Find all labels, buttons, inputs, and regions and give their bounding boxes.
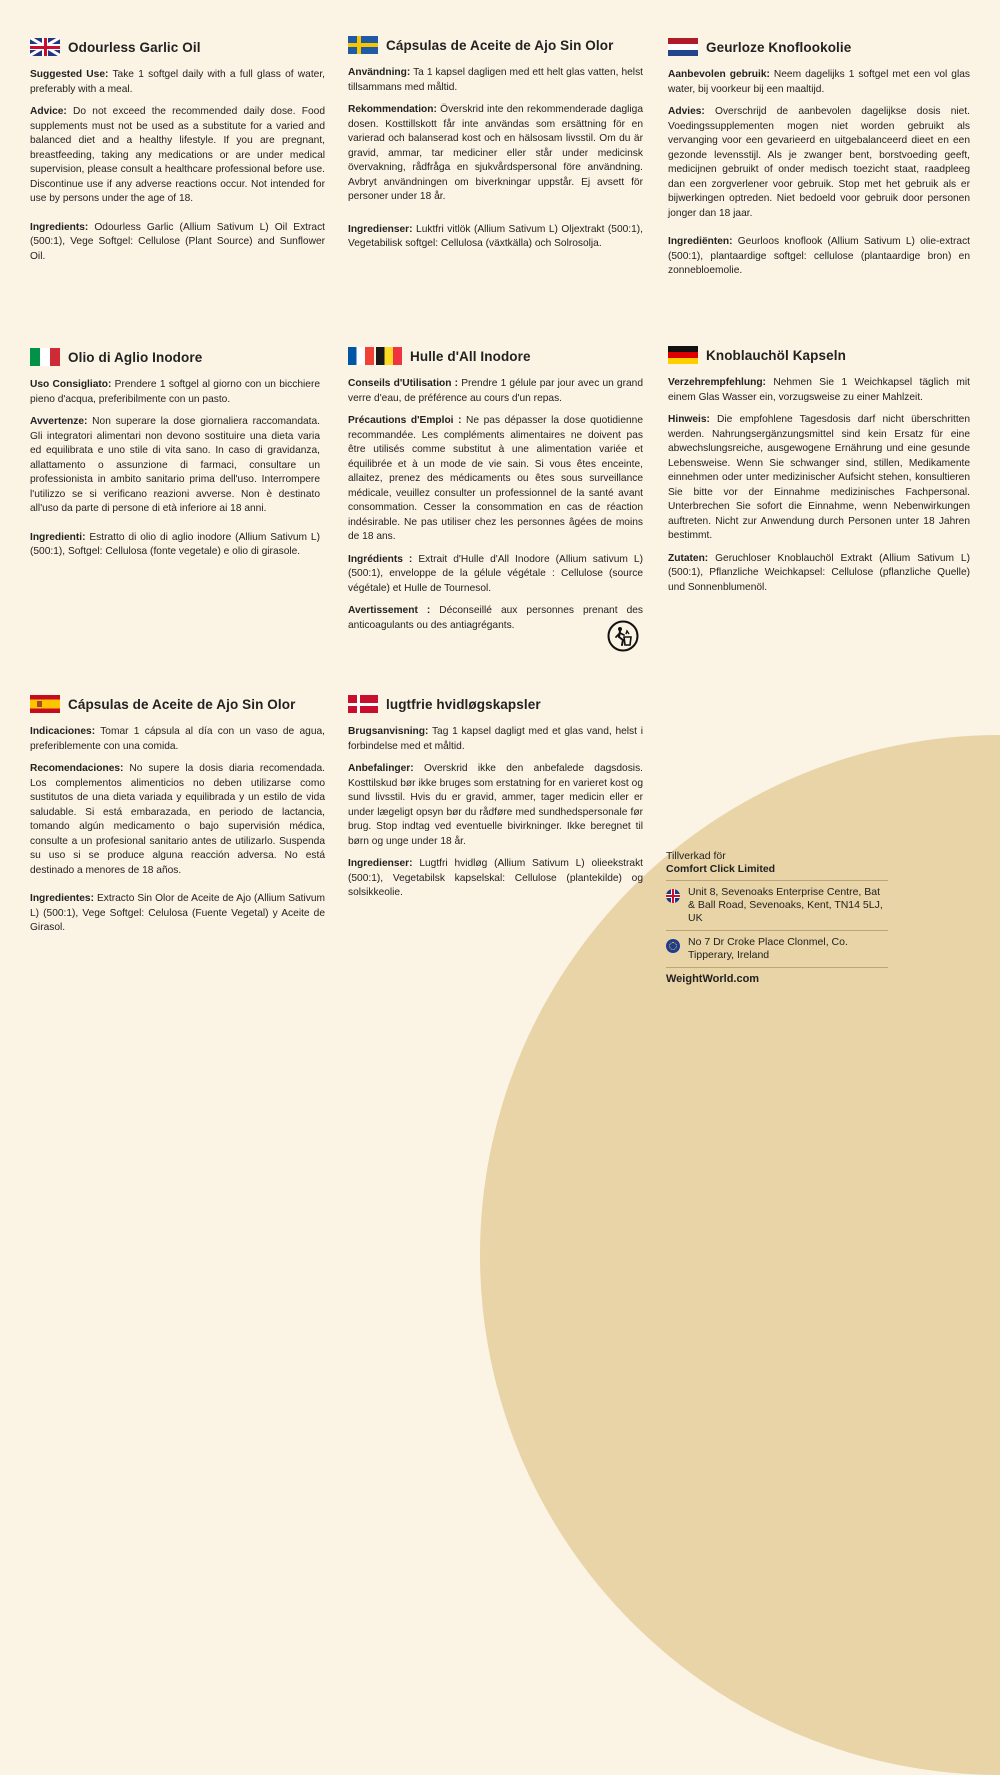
- ingredients: Zutaten: Geruchloser Knoblauchöl Extrakt (Allium Sativum L) (500:1), Pflanzliche Weichkapsel: Cellulose (pflanzliche Quelle) und Sonnenblumenöl.: [668, 552, 970, 593]
- italy-flag-icon: [30, 348, 60, 366]
- advice: Anbefalinger: Overskrid ikke den anbefalede dagsdosis. Kosttilskud bør ikke bruges som erstatning for en varieret kost og sund livsstil. Hvis du er gravid, ammer, tager medicin eller er under lægeligt opsyn bør du rådføre med sundhedspersonale før brug. Stop indtag ved eventuelle bivirkninger. Ikke beregnet til børn og unge under 18 år.: [348, 763, 643, 847]
- panel-title: Knoblauchöl Kapseln: [706, 347, 846, 363]
- spain-flag-icon: [30, 695, 60, 713]
- advice: Hinweis: Die empfohlene Tagesdosis darf nicht überschritten werden. Nahrungsergänzungsmittel sind kein Ersatz für eine abwechslungsreiche, ausgewogene Ernährung und eine gesunde Lebensweise. Wenn Sie schwanger sind, stillen, Medikamente einnehmen oder unter medizinischer Aufsicht stehen, konsultieren Sie bitte vor der Einnahme medizinisches Fachpersonal. Unterbrechen Sie sofort die Einnahme, wenn Nebenwirkungen auftreten. Nicht zur Anwendung durch Personen unter 18 Jahren bestimmt.: [668, 414, 970, 541]
- uk-address: Unit 8, Sevenoaks Enterprise Centre, Bat & Ball Road, Sevenoaks, Kent, TN14 5LJ, UK: [688, 886, 883, 924]
- ingredients: Ingredients: Odourless Garlic (Allium Sativum L) Oil Extract (500:1), Vege Softgel: Cellulose (Plant Source) and Sunflower Oil.: [30, 221, 325, 262]
- uk-address-row: [666, 880, 888, 930]
- eu-flag-mini-icon: [666, 939, 680, 953]
- panel-swedish: [348, 36, 643, 260]
- advice: Recomendaciones: No supere la dosis diaria recomendada. Los complementos alimenticios no deben utilizarse como sustitutos de una dieta variada y equilibrada y un estilo de vida saludable. Si está embarazada, en periodo de lactancia, tomando algún medicamento o bajo supervisión médica, consulte a un profesional sanitario antes de utilizarlo. Suspenda su uso si se produce alguna reacción adversa. No está destinado a menores de 18 años.: [30, 763, 325, 876]
- uk-flag-icon: [30, 38, 60, 56]
- recycle-icon: [607, 620, 639, 652]
- panel-title: Olio di Aglio Inodore: [68, 349, 203, 365]
- ingredients: Ingredienti: Estratto di olio di aglio inodore (Allium Sativum L) (500:1), Softgel: Cellulosa (fonte vegetale) e olio di girasole.: [30, 531, 320, 557]
- panel-english: [30, 38, 325, 272]
- panel-french: [348, 347, 643, 641]
- panel-italian: [30, 348, 320, 568]
- suggested-use: Verzehrempfehlung: Nehmen Sie 1 Weichkapsel täglich mit einem Glas Wasser ein, vorzugsweise zu einer Mahlzeit.: [668, 377, 970, 403]
- panel-title: Odourless Garlic Oil: [68, 39, 201, 55]
- suggested-use: Indicaciones: Tomar 1 cápsula al día con un vaso de agua, preferiblemente con una comida.: [30, 726, 325, 752]
- advice: Avvertenze: Non superare la dose giornaliera raccomandata. Gli integratori alimentari non devono sostituire una dieta varia ed equilibrata e uno stile di vita sano. In caso di gravidanza, allattamento o assunzione di farmaci, consultare un professionista in ambito sanitario prima dell'uso. Interrompere l'utilizzo se si verificano reazioni avverse. Non è destinato all'uso da parte di persone di età inferiore ai 18 anni.: [30, 416, 320, 514]
- panel-dutch: [668, 38, 970, 287]
- suggested-use: Uso Consigliato: Prendere 1 softgel al giorno con un bicchiere pieno d'acqua, preferibilmente con un pasto.: [30, 379, 320, 405]
- manufacturer-info: [666, 850, 888, 985]
- made-for-label: Tillverkad för: [666, 850, 726, 862]
- panel-title: lugtfrie hvidløgskapsler: [386, 696, 541, 712]
- suggested-use: Brugsanvisning: Tag 1 kapsel dagligt med et glas vand, helst i forbindelse med et måltid.: [348, 726, 643, 752]
- ingredients: Ingredienser: Lugtfri hvidløg (Allium Sativum L) olieekstrakt (500:1), Vegetabilsk kapselskal: Cellulose (plantekilde) og solsikkeolie.: [348, 858, 643, 898]
- panel-title: Hulle d'All Inodore: [410, 348, 531, 364]
- panel-title: Cápsulas de Aceite de Ajo Sin Olor: [386, 37, 614, 53]
- suggested-use: Aanbevolen gebruik: Neem dagelijks 1 softgel met een vol glas water, bij voorkeur bij een maaltijd.: [668, 69, 970, 95]
- panel-danish: [348, 695, 643, 909]
- denmark-flag-icon: [348, 695, 378, 713]
- advice: Advies: Overschrijd de aanbevolen dagelijkse dosis niet. Voedingssupplementen mogen niet worden gebruikt als vervanging voor een gevarieerd en uitgebalanceerd dieet en een gezonde levensstijl. Als je zwanger bent, borstvoeding geeft, medicijnen gebruikt of onder medisch toezicht staat, raadpleeg dan een zorgverlener voor gebruik. Stop met het gebruik als er bijwerkingen optreden. Niet bedoeld voor gebruik door personen jonger dan 18 jaar.: [668, 106, 970, 219]
- advice: Rekommendation: Överskrid inte den rekommenderade dagliga dosen. Kosttillskott får inte användas som ersättning för en varierad och balanserad kost och en hälsosam livsstil. Om du är gravid, ammar, tar mediciner eller står under medicinsk övervakning, rådfråga en sjukvårdspersonal före användning. Avbryt användningen om biverkningar uppstår. Ej avsett för personer under 18 år.: [348, 104, 643, 202]
- website: WeightWorld.com: [666, 967, 888, 985]
- belgium-flag-icon: [376, 347, 402, 365]
- suggested-use: Användning: Ta 1 kapsel dagligen med ett helt glas vatten, helst tillsammans med måltid.: [348, 67, 643, 93]
- panel-title: Cápsulas de Aceite de Ajo Sin Olor: [68, 696, 296, 712]
- advice: Précautions d'Emploi : Ne pas dépasser la dose quotidienne recommandée. Les compléments alimentaires ne doivent pas être utilisés comme substitut à une alimentation variée et équilibrée et à un mode de vie sain. Si vous êtes enceinte, allaitez, prenez des médicaments ou êtes sous surveillance médicale, veuillez consulter un professionnel de la santé avant consommation. Cesser la consommation en cas de réaction indésirable. Ne pas utiliser chez les personnes âgées de moins de 18 ans.: [348, 415, 643, 542]
- ingredients: Ingrédients : Extrait d'Hulle d'All Inodore (Allium sativum L) (500:1), enveloppe de la gélule végétale : Cellulose (source végétale) et Hulle de Tournesol.: [348, 553, 643, 594]
- panel-german: [668, 346, 970, 603]
- suggested-use: Conseils d'Utilisation : Prendre 1 gélule par jour avec un grand verre d'eau, de préférence au cours d'un repas.: [348, 378, 643, 404]
- uk-flag-mini-icon: [666, 889, 680, 903]
- warning: Avertissement : Déconseillé aux personnes prenant des anticoagulants ou des antiagrégants.: [348, 605, 643, 631]
- suggested-use: Suggested Use: Take 1 softgel daily with a full glass of water, preferably with a meal.: [30, 69, 325, 95]
- ingredients: Ingredienser: Luktfri vitlök (Allium Sativum L) Oljextrakt (500:1), Vegetabilisk softgel: Cellulosa (växtkälla) och Solrosolja.: [348, 223, 643, 249]
- eu-address-row: [666, 930, 888, 967]
- netherlands-flag-icon: [668, 38, 698, 56]
- france-flag-icon: [348, 347, 374, 365]
- ingredients: Ingredientes: Extracto Sin Olor de Aceite de Ajo (Allium Sativum L) (500:1), Vege Softgel: Celulosa (Fuente Vegetal) y Aceite de Girasol.: [30, 893, 325, 933]
- eu-address: No 7 Dr Croke Place Clonmel, Co. Tipperary, Ireland: [688, 936, 848, 961]
- sweden-flag-icon: [348, 36, 378, 54]
- company-name: Comfort Click Limited: [666, 863, 776, 875]
- ingredients: Ingrediënten: Geurloos knoflook (Allium Sativum L) olie-extract (500:1), plantaardige softgel: cellulose (plantaardige bron) en zonnebloemolie.: [668, 236, 970, 276]
- panel-spanish: [30, 695, 325, 944]
- panel-title: Geurloze Knoflookolie: [706, 39, 852, 55]
- germany-flag-icon: [668, 346, 698, 364]
- advice: Advice: Do not exceed the recommended daily dose. Food supplements must not be used as a substitute for a varied and balanced diet and a healthy lifestyle. If you are pregnant, breastfeeding, taking any medications or are under medical supervision, please consult a healthcare professional before use. Discontinue use if any adverse reactions occur. Not intended for use by persons under the age of 18.: [30, 106, 325, 204]
